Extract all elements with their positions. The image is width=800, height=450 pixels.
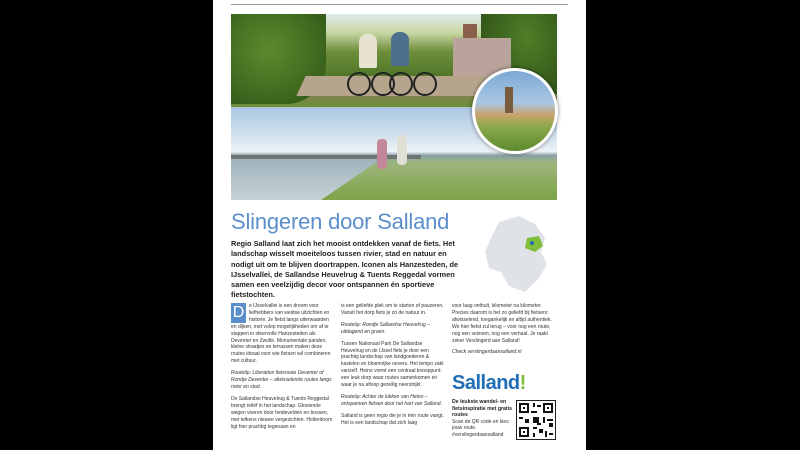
paragraph: is een geliefde plek om te starten of pauzeren. Vanuit het dorp fiets je zó de natuur in. (341, 303, 444, 316)
person-figure (397, 135, 407, 165)
person-figure (377, 139, 387, 169)
bike-wheel (389, 72, 413, 96)
salland-logo: Salland! (452, 372, 526, 394)
qr-code-icon[interactable] (516, 400, 556, 440)
top-mark (376, 0, 416, 3)
article-column-3 (452, 303, 556, 361)
article-column-1 (231, 303, 335, 435)
article-column-2 (341, 303, 445, 432)
bike-wheel (347, 72, 371, 96)
promo-title: De leukste wandel- en fietsinspiratie met gratis routes (452, 399, 512, 418)
dropcap: D (232, 304, 245, 321)
water-shape (231, 159, 381, 200)
paragraph: Tussen Nationaal Park De Sallandse Heuvelrug en de IJssel fiets je door een prachtig landschap van landgoederen & kastelen en bloemrijke oevers. Het tempo zakt vanzelf. Heino vormt een centraal knooppunt: een leuk dorp waar routes samenkomen en waar je na afloop gezellig neerstrijkt. (341, 340, 444, 389)
magazine-page (213, 0, 586, 450)
article-lead: Regio Salland laat zich het mooist ontdekken vanaf de fiets. Het landschap wisselt moeiteloos tussen rivier, stad en natuur en nodigt uit om te blijven doortrappen. Iconen als Hanzesteden, de IJsselvallei, de Sallandse Heuvelrug & Tuents Reggedal vormen samen een veelzijdig decor voor ontspannen én sportieve fietstochten. (231, 239, 459, 300)
promo-box (452, 399, 514, 438)
article-heading: Slingeren door Salland (231, 209, 450, 234)
bike-wheel (413, 72, 437, 96)
paragraph: Salland is geen regio die je in één route vangt. Het is een landschap dat zich laag (341, 412, 444, 426)
paragraph: voor laag onthult, kilometer na kilometer. Precies daarom is het zo geliefd bij fietsers: afwisselend, toegankelijk en altijd authentiek. We hier fietst zul terug – voor nog een route, nog een seizoen, nog een verhaal. Je raakt zeker Verslingerd aan Salland! (452, 303, 552, 344)
cyclist-figure (359, 34, 377, 68)
cyclist-figure (391, 32, 409, 66)
paragraph: e IJsselvallei is een droom voor liefhebbers van weidse uitzichten en historie. Je fietst langs uiterwaarden en dijken, met volop mogelijkheden om af te stappen in sfeervolle Hanzesteden als Deventer en Zwolle. Monumentale panden, kleine straatjes en terrassen maken deze routes ideaal voor wie fietsen wil combineren met cultuur. (231, 303, 331, 365)
bridge-shape (231, 155, 421, 159)
town-circle-photo (472, 68, 558, 154)
top-rule (231, 4, 568, 5)
routetip: Routetip: Liberation fietsroute Deventer of Rondje Deventer – afwisselende routes langs rivier en stad. (231, 370, 332, 390)
routetip: Routetip: Achter de lukken van Heino – ontspannen fietsen door het hart van Salland. (341, 393, 442, 407)
netherlands-map-icon (479, 212, 553, 296)
promo-body: Scan de QR code en kies jouw route. #verslingerdaansalland (452, 418, 509, 438)
paragraph: De Sallandse Heuvelrug & Tuents Reggedal brengt reliëf in het landschap. Glooiende wegen voeren door heidevelden en bossen, met telkens nieuwe vergezichten. Holterdoorn ligt hier prachtig tegenaan en (231, 395, 333, 430)
routetip: Routetip: Rondje Sallandse Heuvelrug – uitdagend en groen. (341, 321, 430, 335)
website-link[interactable]: Check verslingerdaansalland.nl (452, 349, 522, 356)
